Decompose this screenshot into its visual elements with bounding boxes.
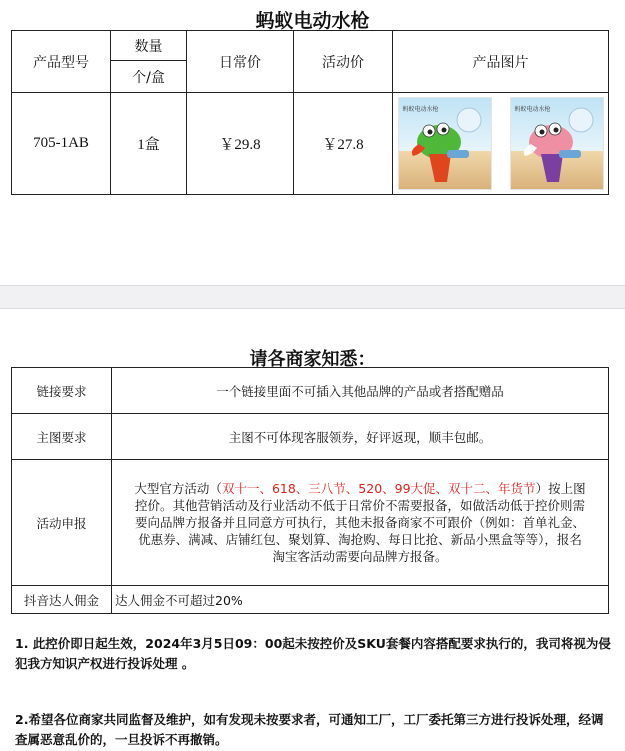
header-qty: 数量 [111,31,187,61]
header-daily-price: 日常价 [187,31,294,93]
product-image-green [398,97,492,190]
product-table [11,30,609,195]
water-gun-pink-product-icon [511,98,603,189]
rule-text-activity-festivals: 双十一、618、三八节、520、99大促、双十二、年货节 [221,481,536,496]
cell-promo-price: ￥27.8 [294,93,393,195]
rule-label-main-image: 主图要求 [12,414,112,460]
header-image: 产品图片 [393,31,609,93]
water-gun-green-product-icon [399,98,491,189]
rule-text-activity-before: 大型官方活动（ [134,481,222,496]
header-promo-price: 活动价 [294,31,393,93]
cell-images [393,93,609,195]
rules-table [11,367,609,614]
rule-label-link: 链接要求 [12,368,112,414]
image-caption: 蚂蚁电动水枪 [514,106,551,113]
rule-text-main-image: 主图不可体现客服领券，好评返现，顺丰包邮。 [112,414,609,460]
image-caption: 蚂蚁电动水枪 [402,106,439,113]
rule-text-activity-after: ）按上图控价。其他营销活动及行业活动不低于日常价不需要报备，如做活动低于控价则需要向品牌方报备并且同意方可执行，其他未报备商家不可跟价（例如：首单礼金、优惠券、满减、店铺红包、聚划算、淘抢购、每日比抢、新品小黑盒等等），报名淘宝客活动需要向品牌方报备。 [134,481,586,564]
product-image-pink [510,97,604,190]
notice-title: 请各商家知悉： [249,349,376,370]
note-1: 1. 此控价即日起生效，2024年3月5日09：00起未按控价及SKU套餐内容搭配要求执行的，我司将视为侵犯我方知识产权进行投诉处理 。 [15,636,611,671]
header-qty-unit: 个/盒 [111,61,187,93]
rule-label-commission: 抖音达人佣金 [12,586,112,614]
header-model: 产品型号 [12,31,111,93]
rule-label-activity: 活动申报 [12,460,112,586]
cell-model: 705-1AB [12,93,111,195]
cell-qty: 1盒 [111,93,187,195]
product-title: 蚂蚁电动水枪 [255,10,370,32]
rule-text-activity [112,460,609,586]
cell-daily-price: ￥29.8 [187,93,294,195]
rule-text-link: 一个链接里面不可插入其他品牌的产品或者搭配赠品 [112,368,609,414]
note-2: 2.希望各位商家共同监督及维护，如有发现未按要求者，可通知工厂，工厂委托第三方进行投诉处理，经调查属恶意乱价的，一旦投诉不再撤销。 [15,712,604,747]
section-divider [0,285,625,309]
rule-text-commission: 达人佣金不可超过20% [112,586,609,614]
